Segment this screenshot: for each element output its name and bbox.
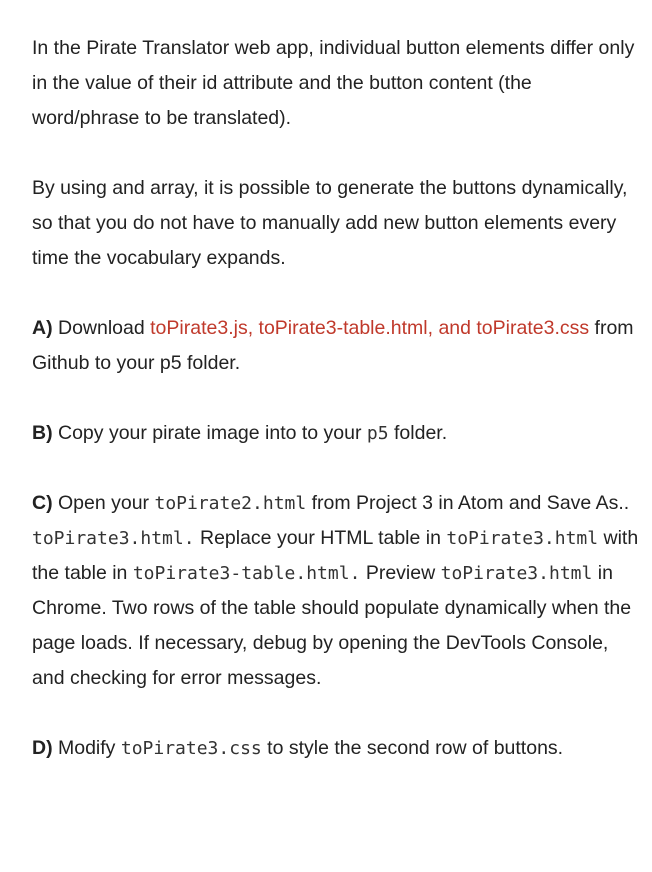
step-c-text-4: with the table in bbox=[32, 527, 639, 584]
step-a-label: A) bbox=[32, 317, 53, 339]
step-c-text-2: from Project 3 in Atom and Save As.. bbox=[306, 492, 630, 514]
intro-paragraph-1: In the Pirate Translator web app, individual button elements differ only in the value of their id attribute and the button content (the word/phrase to be translated). bbox=[32, 37, 635, 129]
step-c-text-5: Preview bbox=[360, 562, 441, 584]
step-d-code-1: toPirate3.css bbox=[120, 738, 262, 759]
step-a-text-after: from Github to your p5 folder. bbox=[32, 317, 634, 374]
step-c-code-1: toPirate2.html bbox=[154, 493, 307, 514]
step-d-label: D) bbox=[32, 737, 53, 759]
intro-paragraph-2: By using and array, it is possible to generate the buttons dynamically, so that you do not have to manually add new button elements every time the vocabulary expands. bbox=[32, 177, 628, 269]
step-c-text-6: in Chrome. Two rows of the table should populate dynamically when the page loads. If necessary, debug by opening the DevTools Console, and checking for error messages. bbox=[32, 562, 632, 689]
step-c-text-1: Open your bbox=[58, 492, 155, 514]
step-c-code-3: toPirate3.html bbox=[446, 528, 599, 549]
step-c-label: C) bbox=[32, 492, 53, 514]
step-c-text-3: Replace your HTML table in bbox=[194, 527, 447, 549]
step-a bbox=[32, 311, 642, 381]
step-c-code-5: toPirate3.html bbox=[440, 563, 593, 584]
step-b-text-before: Copy your pirate image into to your bbox=[58, 422, 367, 444]
step-c bbox=[32, 486, 642, 696]
step-c-code-4: toPirate3-table.html. bbox=[132, 563, 361, 584]
step-b-label: B) bbox=[32, 422, 53, 444]
step-b-text-after: folder. bbox=[388, 422, 448, 444]
step-d-text-2: to style the second row of buttons. bbox=[261, 737, 564, 759]
github-files-link[interactable]: toPirate3.js, toPirate3-table.html, and toPirate3.css bbox=[150, 317, 590, 339]
step-a-text-before: Download bbox=[58, 317, 151, 339]
step-b-code-folder: p5 bbox=[366, 423, 389, 444]
step-d-text-1: Modify bbox=[58, 737, 121, 759]
step-d bbox=[32, 731, 642, 766]
document-body bbox=[32, 31, 642, 766]
step-c-code-2: toPirate3.html. bbox=[32, 528, 195, 549]
step-b bbox=[32, 416, 642, 451]
